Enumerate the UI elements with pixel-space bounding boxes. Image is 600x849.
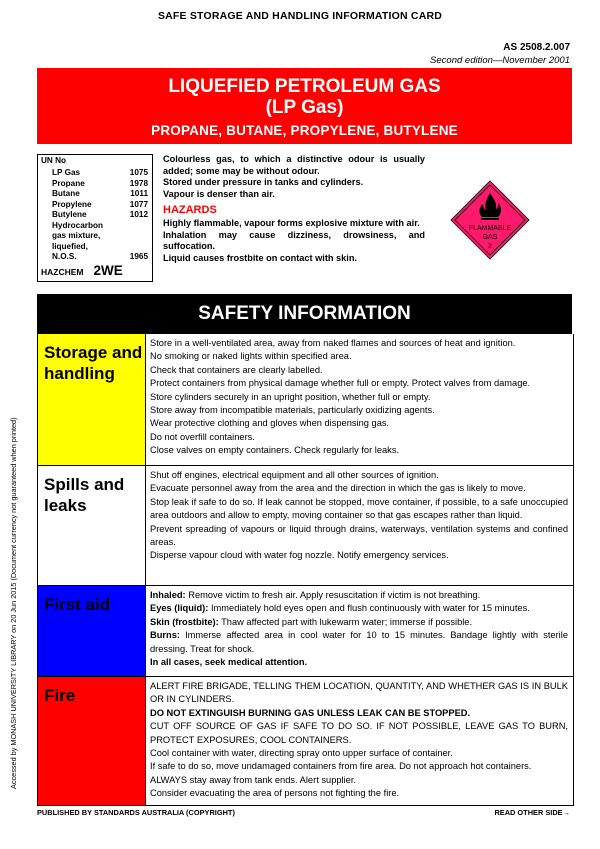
first-aid-section: [37, 586, 574, 677]
read-other-side: READ OTHER SIDE→: [494, 808, 570, 817]
safety-info-heading: SAFETY INFORMATION: [37, 294, 572, 334]
fire-line: DO NOT EXTINGUISH BURNING GAS UNLESS LEAK CAN BE STOPPED.: [150, 707, 471, 718]
first-aid-item: Skin (frostbite): Thaw affected part with lukewarm water; immerse if possible.: [150, 616, 473, 627]
fire-section: [37, 677, 574, 806]
fire-label: Fire: [38, 677, 146, 805]
product-abbreviation: (LP Gas): [265, 97, 344, 118]
hazards-heading: HAZARDS: [163, 204, 217, 217]
spills-section: [37, 466, 574, 586]
first-aid-body: [146, 586, 573, 676]
first-aid-item: Burns: Immerse affected area in cool water for 10 to 15 minutes. Bandage lightly with sterile dressing. Treat for shock.: [150, 630, 568, 654]
standard-number: AS 2508.2.007: [503, 42, 570, 53]
spills-label: Spills and leaks: [38, 466, 146, 585]
un-number-box: [37, 154, 153, 282]
description-line: Colourless gas, to which a distinctive odour is usually added; some may be without odour.: [163, 154, 425, 176]
spills-line: Evacuate personnel away from the area and the direction in which the gas is likely to move.: [150, 483, 526, 494]
un-entry-line: gas mixture,: [52, 231, 101, 240]
un-entry: N.O.S. 1965: [52, 252, 148, 261]
first-aid-final: In all cases, seek medical attention.: [150, 657, 308, 668]
description-line: Stored under pressure in tanks and cylinders.: [163, 177, 364, 188]
un-entry: Butane 1011: [52, 189, 148, 198]
spills-line: Disperse vapour cloud with water fog nozzle. Notify emergency services.: [150, 550, 449, 561]
storage-line: Do not overfill containers.: [150, 431, 255, 442]
spills-line: Stop leak if safe to do so. If leak cannot be stopped, move container, if possible, to a safe unoccupied area outdoors and allow to empty, moving container so that gas escapes rather than liquid.: [150, 496, 568, 521]
placard-line-2: GAS: [482, 234, 498, 241]
storage-line: No smoking or naked lights within specified area.: [150, 351, 352, 362]
un-entry: Butylene 1012: [52, 210, 148, 219]
fire-line: Cool container with water, directing spray onto upper surface of container.: [150, 748, 453, 759]
product-name: LIQUEFIED PETROLEUM GAS: [168, 76, 441, 97]
storage-line: Store cylinders securely in an upright position, whether full or empty.: [150, 391, 431, 402]
storage-line: Store in a well-ventilated area, away from naked flames and sources of heat and ignition.: [150, 338, 516, 348]
hazchem-code: HAZCHEM 2WE: [41, 263, 123, 278]
storage-line: Store away from incompatible materials, particularly oxidizing agents.: [150, 405, 435, 416]
first-aid-item: Eyes (liquid): Immediately hold eyes open and flush continuously with water for 15 minutes.: [150, 603, 530, 614]
un-entry: Propylene 1077: [52, 199, 148, 209]
fire-body: [146, 677, 573, 805]
fire-line: ALERT FIRE BRIGADE, TELLING THEM LOCATION, QUANTITY, AND WHETHER GAS IS IN BULK OR IN CYLINDERS.: [150, 681, 568, 705]
hazard-line: Liquid causes frostbite on contact with skin.: [163, 252, 357, 263]
edition-note: Second edition—November 2001: [430, 55, 570, 66]
publisher-note: PUBLISHED BY STANDARDS AUSTRALIA (COPYRIGHT): [37, 808, 235, 817]
spills-line: Shut off engines, electrical equipment and all other sources of ignition.: [150, 470, 439, 480]
storage-line: Wear protective clothing and gloves when dispensing gas.: [150, 418, 390, 429]
description-block: [163, 154, 425, 264]
storage-section: [37, 334, 574, 466]
fire-line: If safe to do so, move undamaged containers from fire area. Do not approach hot containers.: [150, 761, 532, 772]
un-entry-line: Hydrocarbon: [52, 220, 103, 230]
un-entry-line: liquefied,: [52, 241, 88, 251]
flammable-gas-placard: [450, 180, 530, 260]
placard-line-1: FLAMMABLE: [468, 225, 512, 232]
fire-line: CUT OFF SOURCE OF GAS IF SAFE TO DO SO. IF NOT POSSIBLE, LEAVE GAS TO BURN, PROTECT EXPOSURES, COOL CONTAINERS.: [150, 721, 568, 745]
un-entry: LP Gas 1075: [52, 168, 148, 177]
spills-body: [146, 466, 573, 585]
storage-line: Check that containers are clearly labelled.: [150, 364, 323, 375]
storage-line: Close valves on empty containers. Check regularly for leaks.: [150, 445, 400, 456]
first-aid-label: First aid: [38, 586, 146, 676]
fire-line: Consider evacuating the area of persons not fighting the fire.: [150, 788, 400, 799]
product-banner: [37, 68, 572, 144]
first-aid-item: Inhaled: Remove victim to fresh air. Apply resuscitation if victim is not breathing.: [150, 590, 481, 600]
spills-line: Prevent spreading of vapours or liquid through drains, waterways, ventilation systems and confined areas.: [150, 523, 568, 548]
fire-line: ALWAYS stay away from tank ends. Alert supplier.: [150, 774, 356, 785]
card-title: SAFE STORAGE AND HANDLING INFORMATION CARD: [157, 10, 443, 22]
placard-class: 2: [488, 243, 492, 250]
hazard-line: Highly flammable, vapour forms explosive mixture with air.: [163, 217, 420, 228]
un-entry: Propane 1978: [52, 178, 148, 188]
access-watermark: Accessed by MONASH UNIVERSITY LIBRARY on 20 Jun 2015 (Document currency not guaranteed when printed): [9, 417, 18, 789]
hazard-line: Inhalation may cause dizziness, drowsiness, and suffocation.: [163, 229, 425, 252]
storage-body: [146, 334, 573, 465]
un-header: UN No: [41, 156, 67, 165]
description-line: Vapour is denser than air.: [163, 188, 275, 199]
storage-label: Storage and handling: [38, 334, 146, 465]
product-components: PROPANE, BUTANE, PROPYLENE, BUTYLENE: [151, 123, 458, 138]
storage-line: Protect containers from physical damage whether full or empty. Protect valves from damage.: [150, 378, 531, 389]
